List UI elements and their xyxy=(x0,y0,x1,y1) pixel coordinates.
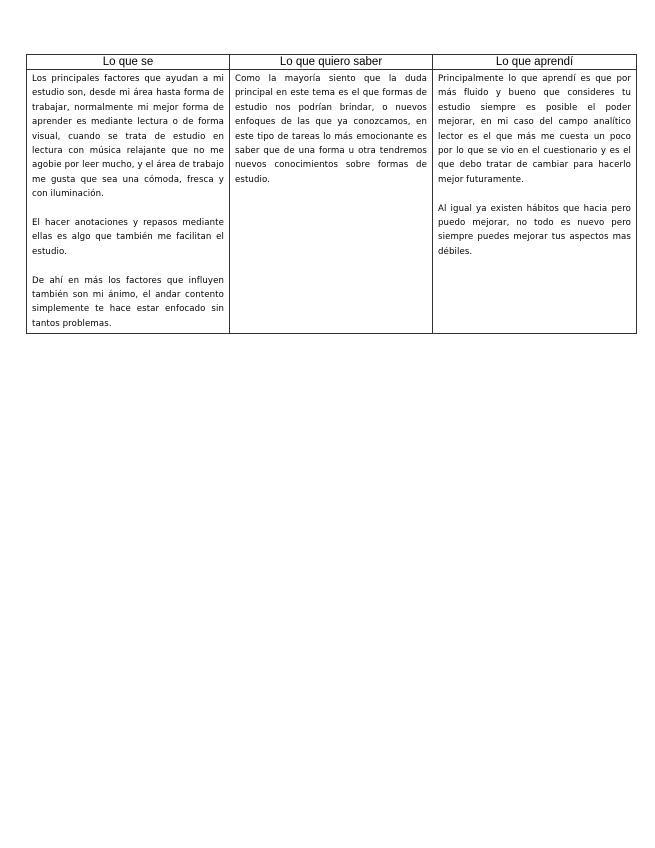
cell-lo-que-quiero-saber xyxy=(230,70,433,334)
content-row xyxy=(27,70,637,334)
paragraph: Como la mayoría siento que la duda principal en este tema es el que formas de estudio nos podrían brindar, o nuevos enfoques de las que ya conozcamos, en este tipo de tareas lo más emocionante es saber que de una forma u otra tendremos nuevos conocimientos sobre formas de estudio. xyxy=(235,74,427,185)
paragraph: Al igual ya existen hábitos que hacia pero puedo mejorar, no todo es nuevo pero siempre puedes mejorar tus aspectos mas débiles. xyxy=(438,203,631,257)
header-lo-que-aprendi: Lo que aprendí xyxy=(433,55,637,70)
kwl-table xyxy=(26,54,637,334)
cell-lo-que-aprendi xyxy=(433,70,637,334)
paragraph: De ahí en más los factores que influyen también son mi ánimo, el andar contento simplemente te hace estar enfocado sin tantos problemas. xyxy=(32,275,224,329)
paragraph: Los principales factores que ayudan a mi estudio son, desde mi área hasta forma de trabajar, normalmente mi mejor forma de aprender es mediante lectura o de forma visual, cuando se trata de estudio en lectura con música relajante que no me agobie por leer mucho, y el área de trabajo me gusta que sea una cómoda, fresca y con iluminación. xyxy=(32,74,224,200)
paragraph: Principalmente lo que aprendí es que por más fluido y bueno que consideres tu estudio siempre es posible el poder mejorar, en mi caso del campo analítico lector es el que más me cuesta un poco por lo que se vio en el cuestionario y es el que debo tratar de cambiar para hacerlo mejor futuramente. xyxy=(438,74,631,185)
cell-lo-que-se xyxy=(27,70,230,334)
header-lo-que-se: Lo que se xyxy=(27,55,230,70)
paragraph: El hacer anotaciones y repasos mediante ellas es algo que también me facilitan el estudio. xyxy=(32,218,224,257)
header-row xyxy=(27,55,637,70)
header-lo-que-quiero-saber: Lo que quiero saber xyxy=(230,55,433,70)
